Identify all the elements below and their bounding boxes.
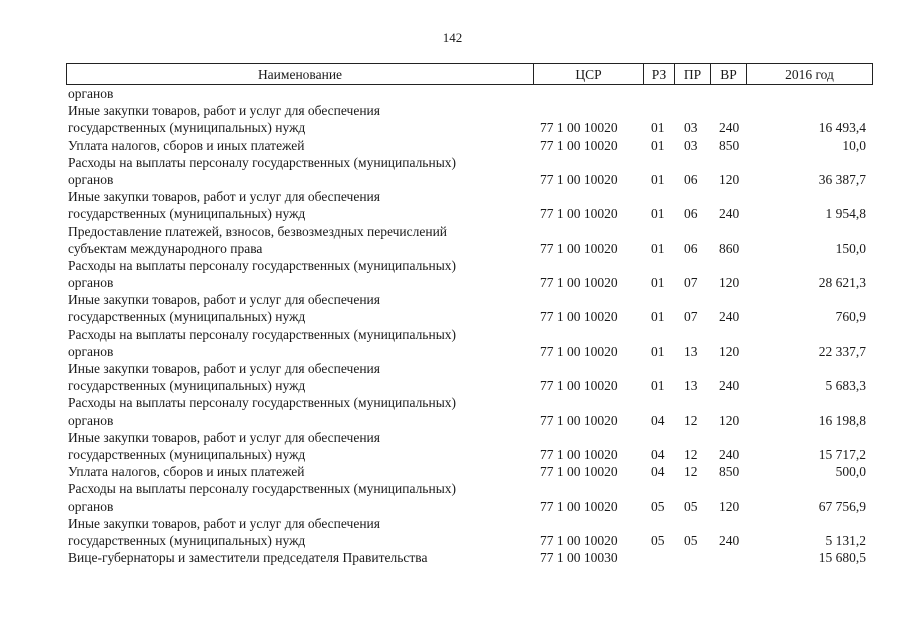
row-csr: 77 1 00 10020 <box>540 309 618 325</box>
header-csr: ЦСР <box>533 64 643 84</box>
row-name: Предоставление платежей, взносов, безвозмездных перечислений <box>68 223 448 239</box>
row-csr: 77 1 00 10020 <box>540 532 618 548</box>
row-amount: 500,0 <box>835 464 866 480</box>
row-amount: 15 717,2 <box>818 446 866 462</box>
row-csr: 77 1 00 10020 <box>540 378 618 394</box>
table-row <box>0 498 905 515</box>
row-vr: 850 <box>719 464 740 480</box>
row-name: Расходы на выплаты персоналу государственных (муниципальных) <box>68 395 457 411</box>
row-name: субъектам международного права <box>68 240 263 256</box>
row-vr: 120 <box>719 412 740 428</box>
row-name: государственных (муниципальных) нужд <box>68 378 306 394</box>
table-row <box>0 188 905 205</box>
row-pr: 12 <box>684 464 698 480</box>
row-rz: 01 <box>651 137 665 153</box>
row-vr: 240 <box>719 378 740 394</box>
row-name: органов <box>68 171 114 187</box>
row-amount: 5 683,3 <box>825 378 866 394</box>
row-pr: 03 <box>684 120 698 136</box>
row-pr: 12 <box>684 412 698 428</box>
row-name: Иные закупки товаров, работ и услуг для обеспечения <box>68 361 380 376</box>
row-amount: 15 680,5 <box>818 550 866 566</box>
table-row <box>0 463 905 480</box>
row-csr: 77 1 00 10020 <box>540 275 618 291</box>
row-vr: 240 <box>719 532 740 548</box>
row-name: Иные закупки товаров, работ и услуг для обеспечения <box>68 103 380 119</box>
row-amount: 36 387,7 <box>818 171 866 187</box>
row-csr: 77 1 00 10020 <box>540 171 618 187</box>
row-csr: 77 1 00 10030 <box>540 550 618 566</box>
header-year: 2016 год <box>746 64 873 84</box>
row-csr: 77 1 00 10020 <box>540 412 618 428</box>
table-header <box>66 63 873 85</box>
row-amount: 22 337,7 <box>818 343 866 359</box>
table-row <box>0 154 905 171</box>
row-pr: 13 <box>684 378 698 394</box>
row-name: государственных (муниципальных) нужд <box>68 532 306 548</box>
row-rz: 05 <box>651 498 665 514</box>
table-row <box>0 343 905 360</box>
table-row <box>0 377 905 394</box>
row-pr: 06 <box>684 206 698 222</box>
row-rz: 04 <box>651 446 665 462</box>
row-amount: 67 756,9 <box>818 498 866 514</box>
row-vr: 240 <box>719 120 740 136</box>
row-vr: 240 <box>719 446 740 462</box>
table-row <box>0 480 905 497</box>
table-row <box>0 394 905 411</box>
row-csr: 77 1 00 10020 <box>540 446 618 462</box>
row-name: государственных (муниципальных) нужд <box>68 206 306 222</box>
row-amount: 1 954,8 <box>825 206 866 222</box>
row-csr: 77 1 00 10020 <box>540 240 618 256</box>
table-row <box>0 223 905 240</box>
row-name: государственных (муниципальных) нужд <box>68 446 306 462</box>
row-name: Иные закупки товаров, работ и услуг для обеспечения <box>68 515 380 531</box>
row-amount: 150,0 <box>835 240 866 256</box>
table-body <box>0 85 905 566</box>
table-row <box>0 446 905 463</box>
row-vr: 120 <box>719 171 740 187</box>
table-row <box>0 119 905 136</box>
row-vr: 120 <box>719 498 740 514</box>
row-name: Иные закупки товаров, работ и услуг для обеспечения <box>68 189 380 205</box>
table-row <box>0 171 905 188</box>
row-amount: 10,0 <box>842 137 866 153</box>
table-row <box>0 137 905 154</box>
row-name: органов <box>68 343 114 359</box>
row-pr: 03 <box>684 137 698 153</box>
row-pr: 07 <box>684 275 698 291</box>
row-vr: 850 <box>719 137 740 153</box>
row-csr: 77 1 00 10020 <box>540 464 618 480</box>
row-pr: 05 <box>684 532 698 548</box>
row-csr: 77 1 00 10020 <box>540 206 618 222</box>
row-name: Расходы на выплаты персоналу государственных (муниципальных) <box>68 257 457 273</box>
row-amount: 760,9 <box>835 309 866 325</box>
row-name: Расходы на выплаты персоналу государственных (муниципальных) <box>68 154 457 170</box>
row-pr: 07 <box>684 309 698 325</box>
row-csr: 77 1 00 10020 <box>540 120 618 136</box>
row-vr: 240 <box>719 309 740 325</box>
table-row <box>0 515 905 532</box>
row-name: государственных (муниципальных) нужд <box>68 309 306 325</box>
row-rz: 01 <box>651 171 665 187</box>
row-pr: 12 <box>684 446 698 462</box>
row-rz: 01 <box>651 309 665 325</box>
header-name: Наименование <box>66 64 533 84</box>
header-vr: ВР <box>710 64 746 84</box>
table-row <box>0 326 905 343</box>
row-pr: 05 <box>684 498 698 514</box>
row-name: Вице-губернаторы и заместители председателя Правительства <box>68 550 428 566</box>
table-row <box>0 85 905 102</box>
table-row <box>0 308 905 325</box>
row-rz: 01 <box>651 343 665 359</box>
page-number: 142 <box>442 30 463 45</box>
row-name: органов <box>68 412 114 428</box>
header-pr: ПР <box>674 64 710 84</box>
table-row <box>0 532 905 549</box>
row-rz: 04 <box>651 412 665 428</box>
row-vr: 240 <box>719 206 740 222</box>
row-rz: 01 <box>651 275 665 291</box>
table-row <box>0 257 905 274</box>
row-rz: 01 <box>651 120 665 136</box>
row-name: Иные закупки товаров, работ и услуг для обеспечения <box>68 429 380 445</box>
header-rz: РЗ <box>643 64 674 84</box>
row-rz: 01 <box>651 240 665 256</box>
row-name: органов <box>68 498 114 514</box>
row-name: органов <box>68 275 114 291</box>
row-name: органов <box>68 86 114 101</box>
row-csr: 77 1 00 10020 <box>540 498 618 514</box>
table-row <box>0 102 905 119</box>
table-row <box>0 549 905 566</box>
table-row <box>0 274 905 291</box>
row-vr: 860 <box>719 240 740 256</box>
row-name: Расходы на выплаты персоналу государственных (муниципальных) <box>68 326 457 342</box>
row-name: Расходы на выплаты персоналу государственных (муниципальных) <box>68 481 457 497</box>
row-pr: 06 <box>684 240 698 256</box>
row-csr: 77 1 00 10020 <box>540 137 618 153</box>
row-name: государственных (муниципальных) нужд <box>68 120 306 136</box>
row-amount: 28 621,3 <box>818 275 866 291</box>
table-row <box>0 205 905 222</box>
row-amount: 16 198,8 <box>818 412 866 428</box>
table-row <box>0 412 905 429</box>
row-pr: 06 <box>684 171 698 187</box>
row-name: Уплата налогов, сборов и иных платежей <box>68 464 305 480</box>
row-rz: 05 <box>651 532 665 548</box>
row-name: Иные закупки товаров, работ и услуг для обеспечения <box>68 292 380 308</box>
row-rz: 01 <box>651 206 665 222</box>
row-vr: 120 <box>719 275 740 291</box>
row-pr: 13 <box>684 343 698 359</box>
row-rz: 01 <box>651 378 665 394</box>
row-name: Уплата налогов, сборов и иных платежей <box>68 137 305 153</box>
row-csr: 77 1 00 10020 <box>540 343 618 359</box>
table-row <box>0 360 905 377</box>
table-row <box>0 291 905 308</box>
row-amount: 16 493,4 <box>818 120 866 136</box>
row-rz: 04 <box>651 464 665 480</box>
row-vr: 120 <box>719 343 740 359</box>
table-row <box>0 429 905 446</box>
table-row <box>0 240 905 257</box>
row-amount: 5 131,2 <box>825 532 866 548</box>
